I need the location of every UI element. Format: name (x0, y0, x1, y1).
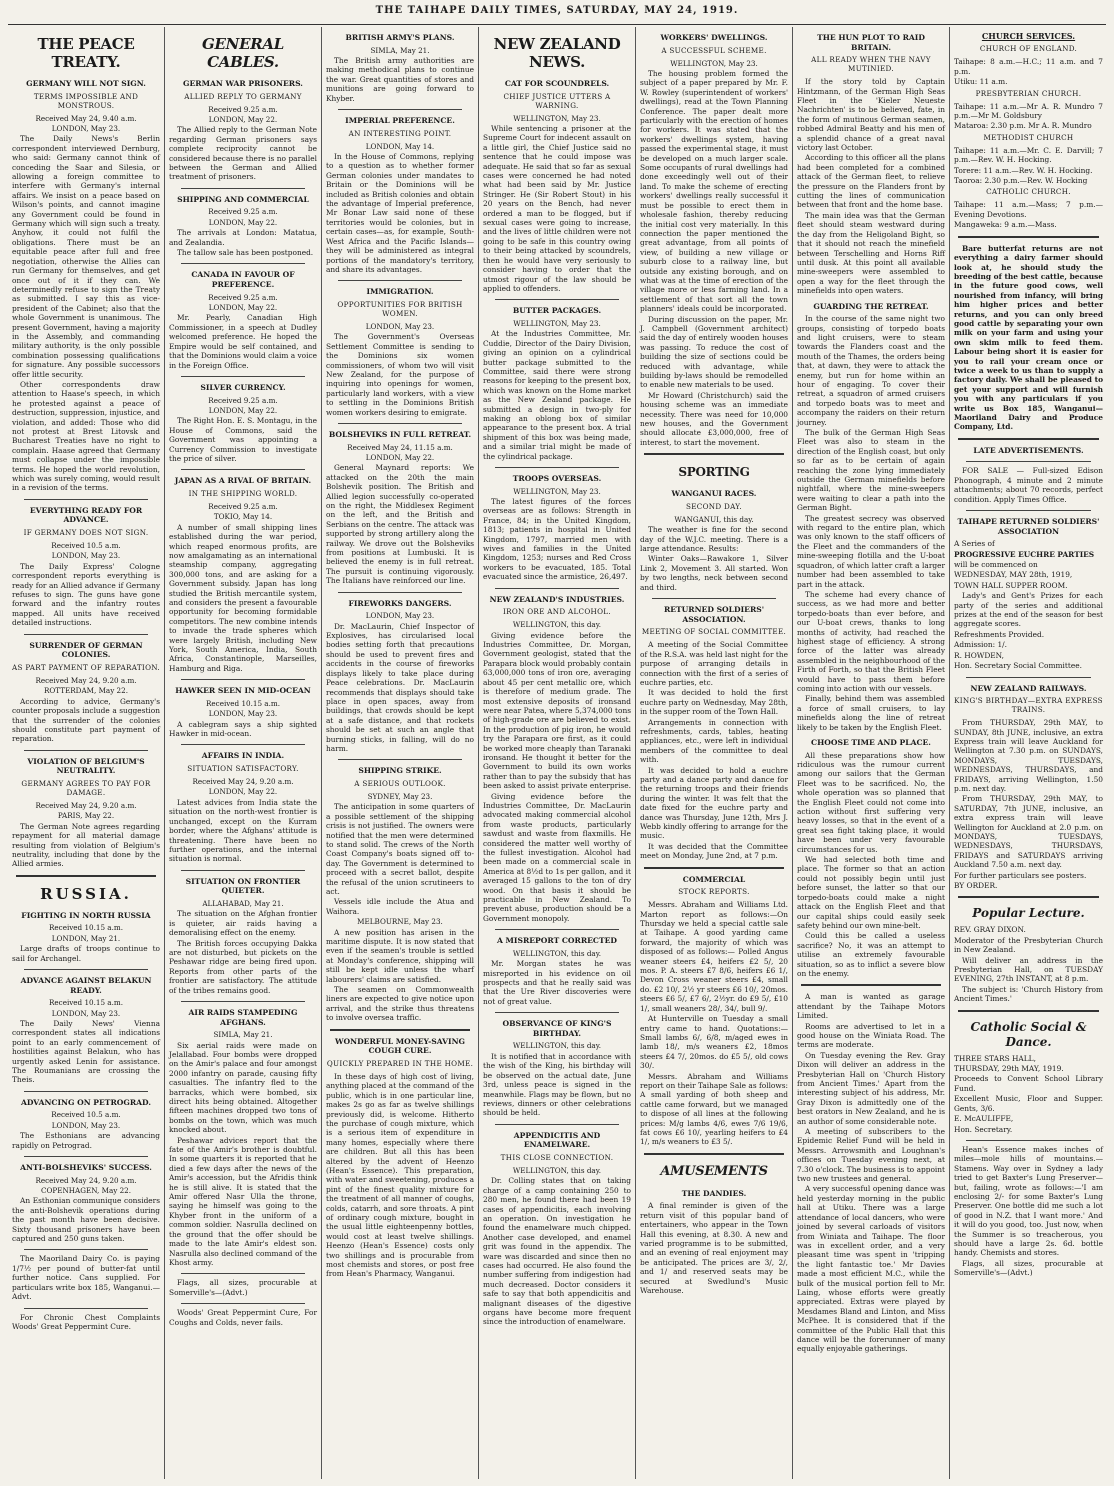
advert-paragraph: For Chronic Chest Complaints Woods' Great Peppermint Cure. (12, 1312, 160, 1331)
divider (966, 1140, 1091, 1141)
divider (24, 1308, 148, 1309)
article-paragraph: Messrs. Abraham and Williams report on their Taihape Sale as follows: A small yarding of both sheep and cattle came forward, but we managed to dispose of all lines at the following prices: M/g lambs 4/6, ewes 7/6 19/6, fat cows £6 10/, yearling heifers to £4 1/, m/s weaners to £3 5/. (640, 1071, 788, 1147)
divider (24, 969, 148, 970)
dateline: SIMLA, May 21. (213, 1030, 273, 1040)
headline: APPENDICITIS AND ENAMELWARE. (513, 1130, 601, 1150)
advert-line: will be commenced on (954, 560, 1038, 570)
headline: AIR RAIDS STAMPEDING AFGHANS. (188, 1007, 298, 1027)
divider (495, 588, 619, 589)
divider (181, 188, 305, 189)
divider (958, 236, 1099, 238)
section-title-church-services: CHURCH SERVICES. (981, 31, 1076, 41)
advert-paragraph: Bare butterfat returns are not everything a dairy farmer should look at, he should study the breeding of the best cattle, because in the future good cows, well nourished from infancy, will bring him higher prices and better returns, and you can only breed good cattle by separating your own milk on your farm and using your own skim milk to feed them. Labour being short it is easier for you to rail your cream once or twice a week to us than to supply a factory daily. We shall be pleased to get your support and will furnish you with any particulars if you write us Box 185, Wanganui—Maoriland Dairy and Produce Company, Ltd. (954, 243, 1103, 432)
divider (16, 875, 156, 877)
divider (338, 280, 462, 281)
divider (24, 1156, 148, 1157)
dateline: Received 9.25 a.m. (208, 395, 278, 405)
divider (181, 1001, 305, 1002)
article-paragraph: The seamen on Commonwealth liners are expected to give notice upon arrival, and the strike thus threatens to involve oversea traffic. (326, 985, 474, 1023)
article-paragraph: The Right Hon. E. S. Montagu, in the House of Commons, said the Government was appointing a Currency Commission to investigate the price of silver. (169, 416, 317, 463)
article-paragraph: Dr. Colling states that on taking charge of a camp containing 250 to 280 men, he found there had been 19 cases of appendicitis, each involving an operation. On investigation he found the enamelware much chipped. Another case developed, and enamel grit was found in the appendix. The ware was discarded and since then no cases had occurred. He also found the number suffering from indigestion had much decreased. Doctor considers it safe to say that both appendicitis and malignant diseases of the digestive organs have become more frequent since the introduction of enamelware. (483, 1176, 631, 1327)
dateline: LONDON, May 22. (208, 787, 278, 797)
dateline: WELLINGTON, May 23. (513, 318, 601, 328)
article-paragraph: The Daily Express' Cologne correspondent reports everything is ready for an Allied advance if Germany refuses to sign. The guns have gone forward and the infantry routes mapped. All units have received detailed instructions. (12, 561, 160, 628)
headline: IMMIGRATION. (366, 287, 434, 297)
service-time: Taihape: 11 a.m.—Mr A. R. Mundro 7 p.m.—Mr M. Goldsbury (954, 101, 1103, 121)
article-paragraph: Could this be called a useless sacrifice? No, it was an attempt to utilise an extremely favourable situation, so as to inflict a severe blow on the enemy. (797, 931, 945, 978)
headline: A MISREPORT CORRECTED (496, 936, 617, 946)
advert-line: Proceeds to Convent School Library Fund. (954, 1074, 1103, 1093)
dateline: WANGANUI, this day. (674, 514, 754, 524)
subheading: CHOOSE TIME AND PLACE. (811, 738, 931, 747)
article-paragraph: Messrs. Abraham and Williams Ltd. Marton report as follows:—On Thursday we held a special cattle sale at Taihape. A good yarding came forward, the majority of which was disposed of as follows:— Polled Angus weaner steers £4, heifers £2 5/, 20 mos. P. A. steers £7 8/6, heifers £6 1/, Devon Cross weaner steers £4, small do. £2 10/, 2½ yr steers £6 10/, 20mos. steers £6 5/, £7 6/, 2½yr. do £9 5/, £10 1/, small weaners 28/, 34/, bull 9/. (640, 900, 788, 1013)
dateline: Received 9.25 a.m. (208, 292, 278, 302)
divider (644, 867, 784, 869)
headline: WONDERFUL MONEY-SAVING COUGH CURE. (334, 1036, 466, 1056)
headline: WORKERS' DWELLINGS. (660, 33, 768, 42)
article-paragraph: Winter Oaks—Rawakore 1, Silver Link 2, Movement 3. All started. Won by two lengths, neck between second and third. (640, 554, 788, 592)
dateline: LONDON, May 23. (51, 551, 121, 561)
divider (181, 1273, 305, 1274)
article-paragraph: Six aerial raids were made on Jelallabad. Four bombs were dropped on the Amir's palace and four amongst 2000 infantry on parade, causing fifty casualties. The infantry fled to the barracks, which were bombed, six direct hits being obtained. Altogether fifteen machines dropped two tons of bombs on the town, which was much knocked about. (169, 1040, 317, 1135)
service-time: Mataroa: 2.30 p.m. Mr A. R. Mundro (954, 121, 1092, 131)
subheadline: ALLIED REPLY TO GERMANY (184, 91, 302, 101)
subheadline: ALL READY WHEN THE NAVY MUTINIED. (811, 55, 931, 74)
dateline: LONDON, May 23. (365, 611, 435, 621)
article-paragraph: The German Note agrees regarding repayment for all material damage resulting from violation of Belgium's neutrality, including that done by the Allied armies. (12, 821, 160, 869)
dateline: Received May 24, 9.40 a.m. (35, 113, 137, 123)
advert-paragraph: FOR SALE — Full-sized Edison Phonograph, 4 minute and 2 minute attachments; about 70 records, perfect condition. Apply Times Office. (954, 466, 1103, 504)
headline: ADVANCING ON PETROGRAD. (20, 1097, 152, 1107)
headline: BOLSHEVIKS IN FULL RETREAT. (328, 429, 472, 439)
dateline: LONDON, May 22. (365, 452, 435, 462)
article-paragraph: Giving evidence before the Industries Committee, Dr. MacLaurin advocated making commercial alcohol from waste products, particularly sawdust and waste from flaxmills. He considered the matter well worthy of the fullest investigation. Alcohol had been made on a commercial scale in America at 8½d to 1s per gallon, and it averaged 15 gallons to the ton of dry wood. On that basis it should be practicable in New Zealand. To prevent abuse, production should be a Government monopoly. (483, 791, 631, 923)
advert-line: Moderator of the Presbyterian Church in New Zealand. (954, 935, 1103, 955)
section-title-peace-treaty: THE PEACE TREATY. (37, 35, 135, 71)
headline: THE DANDIES. (681, 1188, 747, 1198)
headline: GERMAN WAR PRISONERS. (183, 79, 303, 88)
article-paragraph: The bulk of the German High Seas Fleet was also to steam in the direction of the English coast, but only so far as to be certain of again reaching the zone lying immediately outside the German minefields before nightfall, where the mine-sweepers were waiting to clear a path into the German Bight. (797, 428, 945, 513)
article-paragraph: A new position has arisen in the maritime dispute. It is now stated that even if the seamen's trouble is settled at Monday's conference, shipping will still be kept idle unless the wharf labourers' claims are satisfied. (326, 927, 474, 984)
divider (966, 677, 1091, 678)
article-paragraph: It was decided that the Committee meet on Monday, June 2nd, at 7 p.m. (640, 841, 788, 861)
article-paragraph: According to this officer all the plans had been completed for a combined attack of the German fleet, to relieve the pressure on the Flanders front by cutting the lines of communication between that front and the home base. (797, 153, 945, 210)
headline: BRITISH ARMY'S PLANS. (345, 33, 455, 42)
advert-line: E. McAULIFFE, (954, 1114, 1014, 1124)
dateline: LONDON, May 22. (208, 115, 278, 124)
article-paragraph: If the story told by Captain Hintzmann, of the German High Seas Fleet in the 'Kieler Neueste Nachrichten' is to be believed, fate, in the form of mutinous German seamen, robbed Admiral Beatty and his men of a splendid chance of a great naval victory last October. (797, 77, 945, 153)
article-paragraph: Peshawar advices report that the fate of the Amir's brother is doubtful. In some quarters it is reported that he died a few days after the news of the Amir's accession, but the Afridis think he is still alive. It is stated that the Amir offered Nasr Ulla the throne, saying he himself was going to the Khyber front in the uniform of a common soldier. Nasrulla declined on the ground that the offer should be made to the late Amir's eldest son. Nasrulla also declined command of the Khost army. (169, 1135, 317, 1267)
article-paragraph: The British army authorities are making methodical plans to continue the war. Great quantities of stores and munitions are going forward to Khyber. (326, 56, 474, 103)
advert-line: BY ORDER. (954, 881, 998, 890)
advert-line: Excellent Music, Floor and Supper. Gents, 3/6. (954, 1094, 1103, 1113)
dateline: WELLINGTON, May 23. (670, 58, 758, 68)
divider (644, 453, 784, 455)
article-paragraph: Mr. Pearly, Canadian High Commissioner, in a speech at Dudley welcomed preference. He hoped the Empire would be self contained, and that the Dominions would claim a voice in the Foreign Office. (169, 313, 317, 370)
local-news-paragraph: A meeting of subscribers to the Epidemic Relief Fund will be held in Messrs. Arrowsmith and Loughnan's offices on Tuesday evening next, at 7.30 o'clock. The business is to appoint two new trustees and general. (797, 1127, 945, 1184)
divider (24, 634, 148, 635)
advert-line: Hon. Secretary. (954, 1124, 1013, 1134)
article-paragraph: The arrivals at London: Matatua, and Zealandia. (169, 228, 317, 247)
subheadline: QUICKLY PREPARED IN THE HOME. (326, 1058, 474, 1068)
dateline: Received 9.25 a.m. (208, 501, 278, 511)
local-news-paragraph: On Tuesday evening the Rev. Gray Dixon will deliver an address in the Presbyterian Hall on 'Church History from Ancient Times.' Apart from the interesting subject of his address, Mr. Gray Dixon is admittedly one of the best orators in New Zealand, and he is an author of some considerable note. (797, 1050, 945, 1126)
section-title-sporting: SPORTING (678, 465, 750, 480)
divider (338, 759, 462, 760)
section-title-russia: RUSSIA. (40, 884, 132, 903)
dateline: WELLINGTON, this day. (512, 1041, 602, 1051)
advert-title-catholic-social: Catholic Social & Dance. (970, 1019, 1087, 1049)
advert-line: THREE STARS HALL, (954, 1053, 1036, 1063)
divider (24, 750, 148, 751)
advert-line: WEDNESDAY, MAY 28th, 1919, (954, 570, 1073, 580)
article-paragraph: The housing problem formed the subject of a paper prepared by Mr. F. W. Rowley (superintendent of workers' dwellings), read at the Town Planning Conference. The paper dealt more particularly with the erection of homes for workers. It was stated that the workers' dwellings system, having passed the experimental stage, it must be developed on a much larger scale. Some occupants of rural dwellings had done exceedingly well out of their land. To make the scheme of erecting workers' dwellings really successful it must be possible to erect them in wholesale fashion, thereby reducing the initial cost very materially. In this connection the paper mentioned the great advantage, from all points of view, of building a new village or suburb close to a railway line, but outside any existing borough, and on what was at the time of erection of the village more or less farming land. In a settlement of that sort all the town planners' ideals could be incorporated. (640, 69, 788, 314)
dateline: Received 10.5 a.m. (51, 541, 121, 551)
dateline: Received 10.15 a.m. (206, 698, 280, 708)
article-paragraph: During discussion on the paper, Mr. J. Campbell (Government architect) said the day of entirely wooden houses was passing. To reduce the cost of building the size of sections could be reduced with advantage, while building by-laws should be remodelled to enable new materials to be used. (640, 314, 788, 390)
advert-paragraph: Woods' Great Peppermint Cure, For Coughs and Colds, never fails. (169, 1308, 317, 1327)
article-paragraph: In the House of Commons, replying to a question as to whether former German colonies under mandates to Britain or the Dominions will be included as British colonies and obtain the advantage of Imperial preference, Mr Bonar Law said none of these territories would be colonies, but in certain cases—as, for example, South-West Africa and the Pacific Islands—they will be administered as integral portions of the mandatory's territory, and share its advantages. (326, 152, 474, 274)
headline: BUTTER PACKAGES. (512, 306, 602, 316)
headline: CAT FOR SCOUNDRELS. (504, 79, 610, 88)
dateline: Received 10.15 a.m. (49, 998, 123, 1008)
subheadline: STOCK REPORTS. (678, 887, 750, 897)
masthead: THE TAIHAPE DAILY TIMES, SATURDAY, MAY 24, 1919. (375, 5, 739, 16)
article-paragraph: In the course of the same night two groups, consisting of torpedo boats and light cruisers, were to steam towards the Flanders coast and the mouth of the Thames, the orders being that, at dawn, they were to attack the enemy, but run for home within an hour of engaging. To cover their retreat, a squadron of armed cruisers and torpedo boats was to meet and accompany the raiders on their return journey. (797, 314, 945, 427)
divider (966, 510, 1091, 511)
article-paragraph: A final reminder is given of the return visit of this popular band of entertainers, who appear in the Town Hall this evening, at 8.30. A new and varied programme is to be submitted, and an evening of real enjoyment may be anticipated. The prices are 3/, 2/, and 1/ and reserved seats may be secured at Swedlund's Music Warehouse. (640, 1201, 788, 1296)
dateline: LONDON, May 23. (208, 709, 278, 719)
article-paragraph: The main idea was that the German fleet should steam westward during the day from the Heligoland Bight, so that it should not reach the minefield between Terschelling and Horns Riff until dusk. At this point all available mine-sweepers were assembled to open a way for the fleet through the minefields into open waters. (797, 210, 945, 296)
headline: TROOPS OVERSEAS. (512, 474, 602, 483)
divider (644, 1153, 784, 1155)
article-paragraph: Mr. Morgan states he was misreported in his evidence on oil prospects and that he really said was that the Ure River discoveries were not of great value. (483, 959, 631, 1006)
advert-paragraph: Flags, all sizes, procurable at Somerville's—(Advt.) (169, 1278, 317, 1297)
subheadline: SITUATION SATISFACTORY. (187, 764, 299, 774)
column-workers-dwellings (636, 27, 793, 1479)
article-paragraph: General Maynard reports: We attacked on the 20th the main Bolshevik position. The British and Allied legion successfully co-operated on the right, the Middlesex Regiment on the left, and the British and Serbians on the centre. The attack was supported by strong artillery along the railway. We drove out the Bolsheviks from positions at Lumbuski. It is believed the enemy is in full retreat. The pursuit is continuing vigorously. The Italians have reinforced our line. (326, 463, 474, 586)
headline: SHIPPING STRIKE. (358, 766, 442, 776)
article-paragraph: Arrangements in connection with refreshments, cards, tables, heating appliances, etc., were left in individual members of the committee to deal with. (640, 717, 788, 765)
headline: THE HUN PLOT TO RAID BRITAIN. (817, 33, 925, 52)
dateline: LONDON, May 23. (51, 124, 121, 133)
dateline: WELLINGTON, May 23. (513, 486, 601, 496)
divider (181, 679, 305, 680)
article-paragraph: A number of small shipping lines established during the war period, which reaped enormous profits, are now amalgamating as an international steamship company, aggregating 300,000 tons, and are asking for a Government subsidy. Japan has long studied the British mercantile system, and considers the present a favourable opportunity for becoming formidable competitors. The new combine intends to invade the trade spheres which were largely British, including New York, South America, India, South Africa, Constantinople, Marseilles, Hamburg and Riga. (169, 522, 317, 673)
dateline: LONDON, May 23. (51, 1008, 121, 1018)
advert-paragraph: Hean's Essence makes inches of miles—mole hills of mountains.—Stamens. Way over in Sydney a lady tried to get Baxter's Lung Preserver—but, failing, wrote as follows:—'I am enclosing 2/- for some Baxter's Lung Preserver. One bottle did me such a lot of good in N.Z. that I want more.' And it will do you good, too. Just now, when the Summer is so treacherous, you should have a large 2s. 6d. bottle handy. Chemists and stores. (954, 1144, 1103, 1258)
article-paragraph: The greatest secrecy was observed with regard to the entire plan, which was only known to the staff officers of the Fleet and the commanders of the mine-sweeping flotilla and the U-boat squadron, of which latter craft a larger number had been assembled to take part in the attack. (797, 513, 945, 589)
masthead-rule (8, 24, 1106, 25)
headline: NEW ZEALAND RAILWAYS. (970, 683, 1087, 693)
service-time: Utiku: 11 a.m. (954, 77, 1008, 87)
section-title-amusements: AMUSEMENTS (660, 1163, 768, 1179)
article-paragraph: While sentencing a prisoner at the Supreme Court for indecent assault on a little girl, the Chief Justice said no sentence that he could impose was adequate. He said that so far as sexual cases were concerned he had noted what had been said by Mr. Justice Stringer. He (Sir Robert Stout) in his 20 years on the Bench, had never ordered a man to be flogged, but if sexual cases were going to increase, and the lives of little children were not going to be safe in this country owing to their being attacked by scoundrels, then he would have very seriously to consider having to order that the utmost rigour of the law should be applied to offenders. (483, 124, 631, 293)
dateline: LONDON, May 22. (208, 303, 278, 313)
advert-paragraph: Lady's and Gent's Prizes for each party of the series and additional prizes at the end of the season for best aggregate scores. (954, 591, 1103, 629)
dateline: SYDNEY, May 23. (367, 791, 433, 801)
article-paragraph: We had selected both time and place. The former so that an action could not possibly begin until just before sunset, the latter so that our torpedo-boats could make a night attack on the English Fleet and that our capital ships could easily seek safety behind our own mine-belt. (797, 855, 945, 930)
subheadline: AS PART PAYMENT OF REPARATION. (12, 662, 160, 672)
article-paragraph: The Esthonians are advancing rapidly on Petrograd. (12, 1131, 160, 1150)
article-paragraph: The anticipation in some quarters of a possible settlement of the shipping crisis is not justified. The owners were notified that the men were determined to stand solid. The crews of the North Coast Company's boats signed off to-day. The Government is determined to proceed with a secret ballot, despite the refusal of the union scrutineers to act. (326, 802, 474, 896)
divider (181, 469, 305, 470)
divider (801, 984, 941, 986)
church-name: CATHOLIC CHURCH. (986, 187, 1071, 197)
article-paragraph: An Esthonian communique considers the anti-Bolshevik operations during the past month have been decisive. Sixty thousand prisoners have been captured and 250 guns taken. (12, 1196, 160, 1244)
church-name: CHURCH OF ENGLAND. (979, 44, 1078, 54)
headline: GERMANY WILL NOT SIGN. (26, 79, 146, 88)
dateline: TOKIO, May 14. (213, 512, 273, 522)
article-paragraph: Large drafts of troops continue to sail for Archangel. (12, 944, 160, 963)
advert-line: PROGRESSIVE EUCHRE PARTIES (954, 549, 1095, 559)
advert-line: THURSDAY, 29th MAY, 1919. (954, 1064, 1064, 1074)
subheadline: A SERIOUS OUTLOOK. (354, 778, 446, 788)
advert-title-popular-lecture: Popular Lecture. (972, 906, 1085, 921)
subheadline: TERMS IMPOSSIBLE AND MONSTROUS. (33, 91, 139, 110)
dateline: LONDON, May 21. (51, 933, 121, 943)
article-paragraph: The tallow sale has been postponed. (177, 248, 314, 258)
headline: JAPAN AS A RIVAL OF BRITAIN. (174, 476, 312, 486)
dateline: MELBOURNE, May 23. (357, 917, 443, 927)
headline: ANTI-BOLSHEVIKS' SUCCESS. (20, 1163, 152, 1173)
advert-line: Refreshments Provided. (954, 629, 1045, 639)
headline: SHIPPING AND COMMERCIAL (177, 194, 309, 204)
headline: VIOLATION OF BELGIUM'S NEUTRALITY. (27, 756, 145, 776)
divider (338, 109, 462, 110)
article-paragraph: A cablegram says a ship sighted Hawker in mid-ocean. (169, 719, 317, 739)
advert-paragraph: The subject is: 'Church History from Ancient Times.' (954, 984, 1103, 1004)
column-peace-treaty (8, 27, 165, 1479)
advert-paragraph: From THURSDAY, 29th MAY, to SUNDAY, 8th JUNE, inclusive, an extra Express train will leave Auckland for Wellington at 7.30 p.m. on SUNDAYS, MONDAYS, TUESDAYS, WEDNESDAYS, THURSDAYS, and FRIDAYS, arriving Wellington, 1.50 p.m. next day. (954, 718, 1103, 793)
headline: SURRENDER OF GERMAN COLONIES. (29, 640, 143, 660)
dateline: ALLAHABAD, May 21. (202, 898, 284, 908)
article-paragraph: The Daily News's Berlin correspondent interviewed Dernburg, who said: Germany cannot think of conceding the Saar and Silesia, or allowing a foreign committee to interfere with Germany's internal affairs. We insist on a peace based on Wilson's points, and cannot imagine any Government could be found in Germany which will sign such a treaty. Anyhow, it could not fulfil the obligations. There must be an equitable peace after full and free negotiation, otherwise the Allies can run Germany for themselves, and get once out of it if they can. We determinedly refuse to sign the Treaty as submitted. I say this as vice-president of the Cabinet; also that the whole Government is unanimous. The present Government, having a majority in the Assembly, and commanding military authority, is the only possible combination possessing qualifications for signature. Any possible successors offer little security. (12, 134, 160, 379)
article-paragraph: The situation on the Afghan frontier is quieter, air raids having a demoralising effect on the enemy. (169, 909, 317, 938)
headline: NEW ZEALAND'S INDUSTRIES. (489, 594, 625, 604)
article-paragraph: The Daily News' Vienna correspondent states all indications point to an early commencement of hostilities against Belakun, who has urgently asked Lenin for assistance. The Roumanians are crossing the Theis. (12, 1018, 160, 1085)
dateline: LONDON, May 23. (365, 321, 435, 331)
article-paragraph: At Hunterville on Tuesday a small entry came to hand. Quotations:—Small lambs 6/, 6/8, m/aged ewes in lamb 18/, m/s weaners £2, 18mos steers £4 7/, 20mos. do £5 5/, old cows 30/. (640, 1014, 788, 1071)
divider (958, 1010, 1099, 1012)
subheadline: SECOND DAY. (686, 501, 742, 511)
subheadline: CHIEF JUSTICE UTTERS A WARNING. (503, 91, 611, 110)
divider (958, 438, 1099, 440)
dateline: WELLINGTON, this day. (512, 620, 602, 630)
dateline: LONDON, May 23. (51, 1120, 121, 1130)
headline: RETURNED SOLDIERS' ASSOCIATION. (663, 605, 765, 624)
divider (958, 896, 1099, 898)
divider (338, 423, 462, 424)
dateline: Received 10.15 a.m. (49, 923, 123, 933)
section-title-general-cables: GENERAL CABLES. (202, 35, 284, 71)
dateline: Received May 24, 9.20 a.m. (35, 1175, 137, 1185)
column-church-and-adverts (950, 27, 1107, 1479)
divider (966, 461, 1091, 462)
dateline: Received 9.25 a.m. (208, 104, 278, 114)
article-paragraph: According to advice, Germany's counter proposals include a suggestion that the surrender of the colonies should constitute part payment of reparation. (12, 696, 160, 744)
headline: ADVANCE AGAINST BELAKUN READY. (20, 975, 152, 995)
divider (181, 744, 305, 745)
article-paragraph: It was decided to hold a euchre party and a dance party and dance for the returning troops and their friends during the winter. It was felt that the date fixed for the euchre party and dance was Thursday, June 12th, Mrs J. Webb kindly offering to arrange for the music. (640, 765, 788, 841)
article-paragraph: At the Industries Committee, Mr. Cuddie, Director of the Dairy Division, giving an opinion on a cylindrical butter package submitted to the Committee, said there were strong reasons for keeping to the present box, which was known on the Home market as the New Zealand package. He submitted a design in two-ply for making an oblong box of similar appearance to the present box. A trial shipment of this box was being made, and a similar trial might be made of the cylindrical package. (483, 329, 631, 461)
divider (24, 1249, 148, 1250)
article-paragraph: A meeting of the Social Committee of the R.S.A. was held last night for the purpose of arranging details in connection with the first of a series of euchre parties, etc. (640, 640, 788, 687)
subheadline: MEETING OF SOCIAL COMMITTEE. (641, 627, 787, 637)
article-paragraph: The Government's Overseas Settlement Committee is sending to the Dominions six women commissioners, of whom two will visit New Zealand, for the purpose of inquiring into openings for women, particularly land workers, with a view to settling in the Dominions British women workers desiring to emigrate. (326, 332, 474, 417)
service-time: Taihape: 11 a.m.—Mass; 7 p.m.—Evening Devotions. (954, 200, 1103, 219)
headline: TAIHAPE RETURNED SOLDIERS' ASSOCIATION (957, 517, 1100, 536)
advert-line: A Series of (954, 539, 995, 549)
advert-line: TOWN HALL SUPPER ROOM. (954, 580, 1068, 590)
section-title-new-zealand-news: NEW ZEALAND NEWS. (493, 35, 621, 71)
advert-line: R. HOWDEN, (954, 650, 1005, 660)
dateline: WELLINGTON, this day. (512, 948, 602, 958)
divider (495, 1124, 619, 1125)
subheadline: IF GERMANY DOES NOT SIGN. (23, 528, 149, 538)
article-paragraph: Mr Howard (Christchurch) said the housing scheme was an immediate necessity. There was need for 10,000 new houses, and the Government should allocate £3,000,000, free of interest, to start the movement. (640, 390, 788, 447)
dateline: LONDON, May 22. (208, 405, 278, 415)
article-paragraph: The weather is fine for the second day of the W.J.C. meeting. There is a large attendance. Results: (640, 525, 788, 554)
headline: SILVER CURRENCY. (200, 382, 286, 392)
divider (652, 598, 776, 599)
divider (24, 499, 148, 500)
dateline: Received 9.25 a.m. (208, 207, 278, 217)
headline: OBSERVANCE OF KING'S BIRTHDAY. (502, 1019, 612, 1038)
column-general-cables (165, 27, 322, 1479)
advert-paragraph: Will deliver an address in the Presbyterian Hall, on TUESDAY EVENING, 27th INSTANT, at 8 p.m. (954, 955, 1103, 984)
dateline: LONDON, May 22. (208, 217, 278, 227)
local-news-paragraph: Rooms are advertised to let in a good house on the Winiata Road. The terms are moderate. (797, 1021, 945, 1050)
dateline: ROTTERDAM, May 22. (44, 686, 128, 696)
divider (330, 1029, 470, 1031)
article-paragraph: Other correspondents draw attention to Haase's speech, in which he protested against a peace of destruction, suppression, injustice, and violation, and added: Those who did not protest at Brest Litovsk and Bucharest Treaties have no right to complain. Haase agreed that Germany must collapse under the impossible terms. He hoped the world revolution, which was surely coming, would result in a revision of the terms. (12, 379, 160, 493)
headline: SITUATION ON FRONTIER QUIETER. (185, 876, 301, 896)
subheadline: GERMANY AGREES TO PAY FOR DAMAGE. (21, 778, 151, 797)
dateline: SIMLA, May 21. (370, 45, 430, 55)
divider (181, 263, 305, 264)
headline: FIREWORKS DANGERS. (348, 598, 452, 608)
church-name: METHODIST CHURCH (983, 132, 1074, 142)
divider (181, 870, 305, 871)
article-paragraph: The Allied reply to the German Note regarding German prisoners says complete reciprocity cannot be considered because there is no parallel between the German and Allied treatment of prisoners. (169, 125, 317, 182)
subheading: GUARDING THE RETREAT. (813, 301, 929, 311)
service-time: Torere: 11 a.m.—Rev. W. H. Hocking. (954, 165, 1093, 175)
divider (495, 929, 619, 930)
headline: AFFAIRS IN INDIA. (201, 751, 285, 761)
local-news-paragraph: A very successful opening dance was held yesterday morning in the public hall at Utiku. There was a large attendance of local dancers, who were joined by several carloads of visitors from Winiata and Taihape. The floor was in excellent order, and a very pleasant time was spent in 'tripping the light fantastic toe.' Mr Davies made a most efficient M.C., while the bulk of the musical portion fell to Mr. Laing, whose efforts were greatly appreciated. Extras were played by Mesdames Bland and Linton, and Miss McPhee. It is considered that if the committee of the Public Hall that this dance will be the forerunner of many equally enjoyable gatherings. (797, 1184, 945, 1354)
subheadline: THIS CLOSE CONNECTION. (500, 1152, 614, 1162)
dateline: COPENHAGEN, May 22. (40, 1186, 132, 1196)
headline: IMPERIAL PREFERENCE. (345, 116, 455, 126)
advert-line: REV. GRAY DIXON. (954, 925, 1026, 935)
subheadline: AN INTERESTING POINT. (348, 128, 452, 138)
advert-line: For further particulars see posters. (954, 870, 1087, 880)
dateline: WELLINGTON, May 23. (513, 113, 601, 123)
headline: CANADA IN FAVOUR OF PREFERENCE. (191, 270, 295, 290)
advert-paragraph: In these days of high cost of living, anything placed at the command of the public, which is in one particular line, makes 2s go as far as twelve shillings previously did, is welcome. Hitherto the purchase of cough mixture, which is a serious item of expenditure in many homes, especially where there are children. But all this has been altered by the advent of Heenzo (Hean's Essence). This preparation, with water and sweetening, produces a pint of the finest quality mixture for the treatment of all manner of coughs, colds, catarrh, and sore throats. A pint of ordinary cough mixture, bought in the usual little eighteenpenny bottles, would cost at least twelve shillings. Heenzo (Hean's Essence) costs only two shillings and is procurable from most chemists and stores, or post free from Hean's Pharmacy, Wanganui. (326, 1071, 474, 1279)
article-paragraph: It was decided to hold the first euchre party on Wednesday, May 28th, in the supper room of the Town Hall. (640, 688, 788, 717)
newspaper-columns (8, 27, 1106, 1479)
headline: HAWKER SEEN IN MID-OCEAN (175, 686, 311, 696)
dateline: LONDON, May 14. (365, 141, 435, 151)
advert-paragraph: Flags, all sizes, procurable at Somerville's—(Advt.) (954, 1258, 1103, 1278)
local-news-paragraph: A man is wanted as garage attendant by the Taihape Motors Limited. (797, 992, 945, 1021)
headline: WANGANUI RACES. (671, 489, 757, 499)
service-time: Taoroa: 2.30 p.m.—Rev. W. Hocking (954, 176, 1088, 186)
article-paragraph: It is notified that in accordance with the wish of the King, his birthday will be observed on the actual date, June 3rd, unless peace is signed in the meanwhile. Flags may be flown, but no reviews, dinners or other celebrations should be held. (483, 1051, 631, 1118)
advert-paragraph: The Maoriland Dairy Co. is paying 1/7½ per pound of butter-fat until further notice. Cans supplied. For particulars write box 185, Wanganui.—Advt. (12, 1254, 160, 1302)
divider (24, 1091, 148, 1092)
article-paragraph: The latest figures of the forces overseas are as follows: Strength in France, 84; in the United Kingdom, 1813; patients in hospital in United Kingdom, 1797, married men with wives and families in the United Kingdom, 1253; nurses and Red Cross workers to be evacuated, 185. Total evacuated since the armistice, 26,497. (483, 497, 631, 582)
column-hun-plot (793, 27, 950, 1479)
dateline: PARIS, May 22. (57, 811, 115, 821)
article-paragraph: Finally, behind them was assembled a force of small cruisers, to lay minefields along the line of retreat likely to be taken by the English Fleet. (797, 694, 945, 732)
subheadline: KING'S BIRTHDAY—EXTRA EXPRESS TRAINS. (954, 696, 1103, 715)
advert-line: Hon. Secretary Social Committee. (954, 661, 1082, 671)
service-time: Taihape: 11 a.m.—Mr. C. E. Darvill; 7 p.m.—Rev. W. H. Hocking. (954, 145, 1103, 165)
church-name: PRESBYTERIAN CHURCH. (975, 88, 1082, 98)
dateline: Received May 24, 9.20 a.m. (35, 675, 137, 685)
subheadline: IRON ORE AND ALCOHOL. (503, 607, 611, 617)
service-time: Taihape: 8 a.m.—H.C.; 11 a.m. and 7 p.m. (954, 57, 1103, 76)
subheadline: A SUCCESSFUL SCHEME. (661, 45, 767, 55)
dateline: WELLINGTON, this day. (512, 1165, 602, 1175)
column-cables-continued (322, 27, 479, 1479)
article-paragraph: Vessels idle include the Atua and Waihora. (326, 897, 474, 916)
divider (181, 1303, 305, 1304)
divider (338, 592, 462, 593)
headline: EVERYTHING READY FOR ADVANCE. (29, 505, 143, 525)
dateline: Received May 24, 11.15 a.m. (347, 442, 453, 452)
column-new-zealand-news (479, 27, 636, 1479)
article-paragraph: The British forces occupying Dakka are not disturbed, but pickets on the Peshawar ridge are being fired upon. Reports from other parts of the frontier are satisfactory. The attitude of the tribes remains good. (169, 938, 317, 995)
divider (495, 1012, 619, 1013)
article-paragraph: Dr. MacLaurin, Chief Inspector of Explosives, has circularised local bodies setting forth that precautions should be used to prevent fires and accidents in the course of fireworks displays likely to take place during Peace celebrations. Dr. MacLaurin recommends that displays should take place in open spaces, away from buildings, that crowds should be kept at a safe distance, and that rockets should be set at such an angle that burning sticks, in falling, will do no harm. (326, 621, 474, 753)
article-paragraph: Giving evidence before the Industries Committee, Dr. Morgan, Government geologist, stated that the Parapara block would probably contain 63,000,000 tons of iron ore, averaging about 45 per cent metallic ore, which is therefore of medium grade. The most extensive deposits of ironsand were near Patea, where 5,374,000 tons of high-grade ore are believed to exist. In the production of pig iron, he would try the Parapara ore first, as it could be worked more cheaply than Taranaki ironsand. He thought it better for the Government to build its own works rather than to pay the subsidy that has been asked to assist private enterprise. (483, 630, 632, 791)
dateline: Received 10.5 a.m. (51, 1110, 121, 1120)
article-paragraph: Latest advices from India state the situation on the north-west frontier is unchanged, except on the Kurram border, where the Afghans' attitude is threatening. There have been no further operations, and the internal situation is normal. (169, 797, 317, 864)
article-paragraph: All these preparations show how ridiculous was the rumour current among our sailors that the German Fleet was to be sacrificed. No, the whole operation was so planned that the English Fleet could not come into action without first suffering very heavy losses, so that in the event of a great sea fight taking place, it would have been under very favourable circumstances for us. (797, 750, 945, 854)
section-title-commercial: COMMERCIAL (682, 874, 746, 884)
headline: LATE ADVERTISEMENTS. (973, 445, 1084, 455)
divider (181, 376, 305, 377)
service-time: Mangaweka: 9 a.m.—Mass. (954, 220, 1057, 230)
subheadline: OPPORTUNITIES FOR BRITISH WOMEN. (337, 299, 463, 318)
advert-line: Admission: 1/. (954, 640, 1007, 650)
dateline: Received May 24, 9.20 a.m. (35, 800, 137, 810)
article-paragraph: The scheme had every chance of success, as we had more and better torpedo-boats than ever before, and our U-boat crews, thanks to long months of activity, had reached the highest stage of efficiency. A strong force of the latter was already assembled in the neighbourhood of the Firth of Forth, so that the British Fleet would have to pass them before coming into action with our vessels. (797, 589, 945, 693)
headline: FIGHTING IN NORTH RUSSIA (21, 910, 151, 920)
dateline: Received May 24, 9.20 a.m. (192, 777, 294, 787)
advert-paragraph: From THURSDAY, 29th MAY, to SATURDAY, 7th JUNE, inclusive, an extra express train will leave Wellington for Auckland at 2.0 p.m. on MONDAYS, TUESDAYS, WEDNESDAYS, THURSDAYS, FRIDAYS and SATURDAYS arriving Auckland 7.50 a.m. next day. (954, 794, 1103, 870)
subheadline: IN THE SHIPPING WORLD. (188, 488, 298, 498)
divider (495, 467, 619, 468)
divider (495, 299, 619, 300)
